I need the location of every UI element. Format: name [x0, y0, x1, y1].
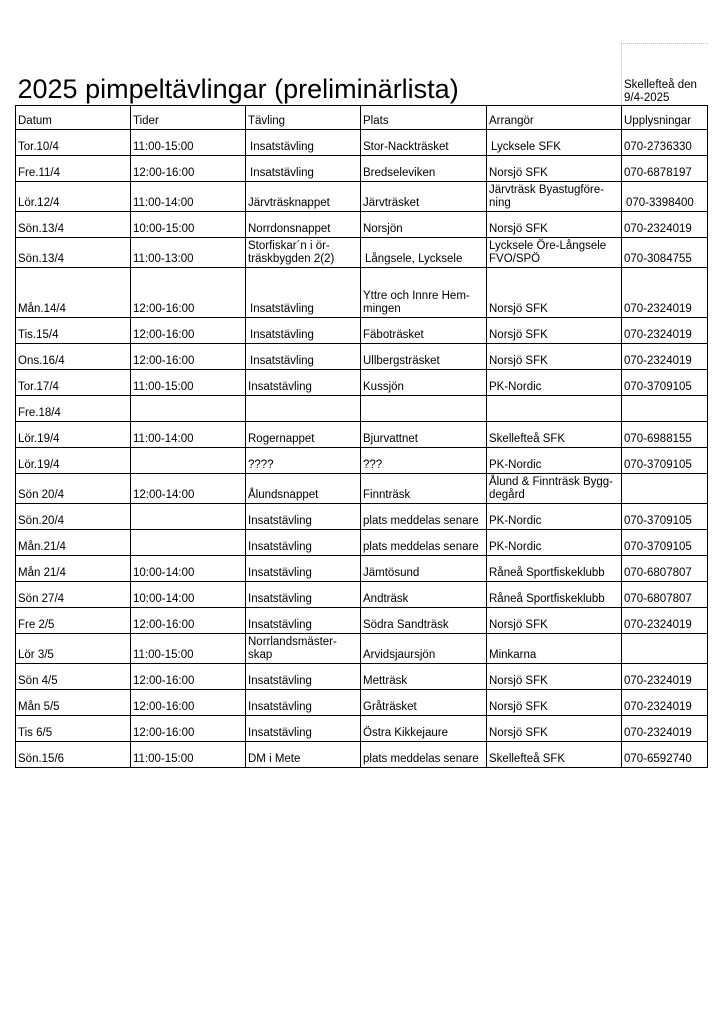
info-cell: 070-3709105	[622, 503, 708, 529]
table-row	[16, 473, 708, 503]
info-cell	[622, 473, 708, 503]
date-cell: Lör.19/4	[16, 447, 131, 473]
location-cell: Kussjön	[361, 369, 487, 395]
location-cell: Jämtösund	[361, 555, 487, 581]
time-cell: 11:00-14:00	[131, 181, 246, 211]
info-cell: 070-3084755	[622, 237, 708, 267]
organizer-cell: PK-Nordic	[487, 447, 622, 473]
table-row	[16, 155, 708, 181]
date-cell: Fre.18/4	[16, 395, 131, 421]
organizer-cell: Järvträsk Byastugföre-ning	[487, 181, 622, 211]
info-cell: 070-6807807	[622, 581, 708, 607]
time-cell: 12:00-16:00	[131, 607, 246, 633]
time-cell: 11:00-15:00	[131, 369, 246, 395]
info-cell: 070-3709105	[622, 529, 708, 555]
table-row	[16, 607, 708, 633]
organizer-cell: Norsjö SFK	[487, 343, 622, 369]
table-row	[16, 741, 708, 767]
organizer-cell: Norsjö SFK	[487, 689, 622, 715]
info-cell: 070-2324019	[622, 607, 708, 633]
column-header: Datum	[16, 105, 131, 129]
time-cell: 10:00-14:00	[131, 581, 246, 607]
date-cell: Lör.12/4	[16, 181, 131, 211]
competition-cell: Norrdonsnappet	[246, 211, 361, 237]
organizer-cell: PK-Nordic	[487, 369, 622, 395]
title-row	[16, 44, 708, 106]
date-cell: Tor.10/4	[16, 129, 131, 155]
location-cell: plats meddelas senare	[361, 503, 487, 529]
time-cell: 12:00-16:00	[131, 317, 246, 343]
organizer-cell: Råneå Sportfiskeklubb	[487, 555, 622, 581]
table-row	[16, 129, 708, 155]
table-row	[16, 581, 708, 607]
location-cell: Fäboträsket	[361, 317, 487, 343]
competition-table	[15, 43, 708, 768]
table-row	[16, 529, 708, 555]
date-cell: Ons.16/4	[16, 343, 131, 369]
date-cell: Mån 5/5	[16, 689, 131, 715]
time-cell: 11:00-15:00	[131, 633, 246, 663]
time-cell: 12:00-16:00	[131, 715, 246, 741]
table-row	[16, 267, 708, 317]
date-cell: Sön.13/4	[16, 211, 131, 237]
competition-cell: Insatstävling	[246, 581, 361, 607]
table-row	[16, 181, 708, 211]
location-cell: Långsele, Lycksele	[361, 237, 487, 267]
table-row	[16, 715, 708, 741]
organizer-cell: Norsjö SFK	[487, 211, 622, 237]
organizer-cell	[487, 395, 622, 421]
table-row	[16, 663, 708, 689]
location-cell: Ullbergsträsket	[361, 343, 487, 369]
date-cell: Sön.20/4	[16, 503, 131, 529]
competition-cell: Insatstävling	[246, 343, 361, 369]
time-cell: 12:00-16:00	[131, 267, 246, 317]
location-cell: Arvidsjaursjön	[361, 633, 487, 663]
time-cell: 11:00-13:00	[131, 237, 246, 267]
page-title: 2025 pimpeltävlingar (preliminärlista)	[16, 44, 622, 106]
organizer-cell: Norsjö SFK	[487, 155, 622, 181]
table-row	[16, 689, 708, 715]
time-cell: 11:00-15:00	[131, 741, 246, 767]
competition-cell: Storfiskar´n i ör-träskbygden 2(2)	[246, 237, 361, 267]
competition-cell: Insatstävling	[246, 369, 361, 395]
table-row	[16, 211, 708, 237]
time-cell: 12:00-14:00	[131, 473, 246, 503]
info-cell: 070-6592740	[622, 741, 708, 767]
date-cell: Lör.19/4	[16, 421, 131, 447]
organizer-cell: Skellefteå SFK	[487, 421, 622, 447]
column-header: Tävling	[246, 105, 361, 129]
date-cell: Tor.17/4	[16, 369, 131, 395]
date-cell: Sön 27/4	[16, 581, 131, 607]
organizer-cell: Norsjö SFK	[487, 663, 622, 689]
organizer-cell: Norsjö SFK	[487, 267, 622, 317]
competition-cell: Insatstävling	[246, 555, 361, 581]
competition-cell: Rogernappet	[246, 421, 361, 447]
location-cell: Södra Sandträsk	[361, 607, 487, 633]
location-cell: Östra Kikkejaure	[361, 715, 487, 741]
organizer-cell: Lycksele Öre-Långsele FVO/SPÖ	[487, 237, 622, 267]
time-cell: 10:00-14:00	[131, 555, 246, 581]
date-cell: Tis.15/4	[16, 317, 131, 343]
date-cell: Mån.21/4	[16, 529, 131, 555]
location-cell: plats meddelas senare	[361, 741, 487, 767]
time-cell	[131, 447, 246, 473]
time-cell: 11:00-14:00	[131, 421, 246, 447]
competition-cell: Insatstävling	[246, 663, 361, 689]
header-row	[16, 105, 708, 129]
location-cell: Bjurvattnet	[361, 421, 487, 447]
competition-cell: Insatstävling	[246, 129, 361, 155]
time-cell: 12:00-16:00	[131, 343, 246, 369]
date-cell: Sön.13/4	[16, 237, 131, 267]
location-cell: Andträsk	[361, 581, 487, 607]
info-cell: 070-2736330	[622, 129, 708, 155]
location-cell: Gråträsket	[361, 689, 487, 715]
time-cell: 12:00-16:00	[131, 689, 246, 715]
location-cell: Bredseleviken	[361, 155, 487, 181]
info-cell: 070-6807807	[622, 555, 708, 581]
time-cell: 10:00-15:00	[131, 211, 246, 237]
organizer-cell: Norsjö SFK	[487, 715, 622, 741]
location-cell: Yttre och Innre Hem-mingen	[361, 267, 487, 317]
time-cell: 12:00-16:00	[131, 663, 246, 689]
info-cell: 070-2324019	[622, 343, 708, 369]
organizer-cell: Norsjö SFK	[487, 317, 622, 343]
table-row	[16, 633, 708, 663]
competition-cell: Insatstävling	[246, 317, 361, 343]
location-cell: Metträsk	[361, 663, 487, 689]
info-cell: 070-3709105	[622, 369, 708, 395]
table-row	[16, 237, 708, 267]
info-cell: 070-3398400	[622, 181, 708, 211]
competition-cell: ????	[246, 447, 361, 473]
time-cell	[131, 529, 246, 555]
time-cell: 12:00-16:00	[131, 155, 246, 181]
location-date: Skellefteå den 9/4-2025	[622, 44, 708, 106]
time-cell	[131, 395, 246, 421]
organizer-cell: Råneå Sportfiskeklubb	[487, 581, 622, 607]
date-cell: Tis 6/5	[16, 715, 131, 741]
organizer-cell: Norsjö SFK	[487, 607, 622, 633]
date-cell: Mån 21/4	[16, 555, 131, 581]
info-cell: 070-6988155	[622, 421, 708, 447]
organizer-cell: Ålund & Finnträsk Bygg-degård	[487, 473, 622, 503]
organizer-cell: Skellefteå SFK	[487, 741, 622, 767]
competition-sheet	[15, 43, 707, 768]
table-row	[16, 343, 708, 369]
competition-cell: Insatstävling	[246, 155, 361, 181]
table-row	[16, 369, 708, 395]
table-row	[16, 447, 708, 473]
time-cell: 11:00-15:00	[131, 129, 246, 155]
table-row	[16, 421, 708, 447]
info-cell: 070-6878197	[622, 155, 708, 181]
column-header: Upplysningar	[622, 105, 708, 129]
table-row	[16, 395, 708, 421]
column-header: Arrangör	[487, 105, 622, 129]
info-cell: 070-2324019	[622, 317, 708, 343]
competition-cell: Insatstävling	[246, 607, 361, 633]
competition-cell: Norrlandsmäster-skap	[246, 633, 361, 663]
location-cell: Finnträsk	[361, 473, 487, 503]
location-cell	[361, 395, 487, 421]
competition-cell: Ålundsnappet	[246, 473, 361, 503]
info-cell: 070-2324019	[622, 267, 708, 317]
competition-cell: Insatstävling	[246, 529, 361, 555]
info-cell: 070-2324019	[622, 689, 708, 715]
date-cell: Fre 2/5	[16, 607, 131, 633]
competition-cell: DM i Mete	[246, 741, 361, 767]
info-cell	[622, 395, 708, 421]
competition-cell: Insatstävling	[246, 689, 361, 715]
location-cell: plats meddelas senare	[361, 529, 487, 555]
location-cell: Norsjön	[361, 211, 487, 237]
table-row	[16, 555, 708, 581]
info-cell: 070-2324019	[622, 715, 708, 741]
time-cell	[131, 503, 246, 529]
info-cell	[622, 633, 708, 663]
organizer-cell: Lycksele SFK	[487, 129, 622, 155]
location-cell: ???	[361, 447, 487, 473]
info-cell: 070-2324019	[622, 663, 708, 689]
date-cell: Sön 20/4	[16, 473, 131, 503]
column-header: Plats	[361, 105, 487, 129]
competition-cell: Insatstävling	[246, 715, 361, 741]
organizer-cell: Minkarna	[487, 633, 622, 663]
date-cell: Lör 3/5	[16, 633, 131, 663]
info-cell: 070-3709105	[622, 447, 708, 473]
date-cell: Sön 4/5	[16, 663, 131, 689]
date-cell: Fre.11/4	[16, 155, 131, 181]
date-cell: Sön.15/6	[16, 741, 131, 767]
column-header: Tider	[131, 105, 246, 129]
competition-cell: Insatstävling	[246, 503, 361, 529]
organizer-cell: PK-Nordic	[487, 503, 622, 529]
table-row	[16, 503, 708, 529]
competition-cell: Insatstävling	[246, 267, 361, 317]
info-cell: 070-2324019	[622, 211, 708, 237]
location-cell: Järvträsket	[361, 181, 487, 211]
competition-cell	[246, 395, 361, 421]
date-cell: Mån.14/4	[16, 267, 131, 317]
competition-cell: Järvträsknappet	[246, 181, 361, 211]
location-cell: Stor-Nackträsket	[361, 129, 487, 155]
table-row	[16, 317, 708, 343]
organizer-cell: PK-Nordic	[487, 529, 622, 555]
